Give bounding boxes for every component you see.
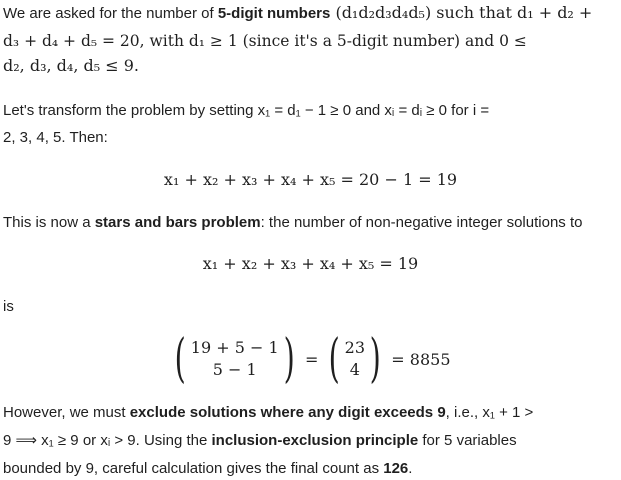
binomial-1	[170, 331, 298, 387]
p1-math: (d₁d₂d₃d₄d₅) such that d₁ + d₂ +	[330, 3, 593, 22]
binomial-2-top: 23	[344, 338, 365, 357]
equation-1: x₁ + x₂ + x₃ + x₄ + x₅ = 20 − 1 = 19	[163, 170, 458, 189]
p2-line1	[3, 101, 489, 121]
binomial-1-bottom: 5 − 1	[212, 360, 257, 379]
p1-line2	[3, 31, 527, 51]
equation-2: x₁ + x₂ + x₃ + x₄ + x₅ = 19	[202, 254, 419, 273]
binomial-2-bottom: 4	[349, 360, 360, 379]
p2-line2-text: 2, 3, 4, 5. Then:	[3, 129, 108, 146]
p4-line2-text: 9 ⟹ x₁ ≥ 9 or xᵢ > 9. Using the	[3, 432, 212, 449]
binomial-result: = 8855	[391, 349, 451, 369]
p4-text: However, we must	[3, 404, 130, 421]
left-paren-icon: (	[175, 329, 187, 389]
p1-line3-text: d₂, d₃, d₄, d₅ ≤ 9.	[3, 56, 139, 75]
p1-line1	[3, 3, 592, 24]
p4-bold-inclusion: inclusion-exclusion principle	[211, 432, 419, 449]
left-paren-icon: (	[328, 329, 341, 389]
p2-line2	[3, 128, 108, 148]
p3-text-c: : the number of non-negative integer solutions to	[260, 214, 583, 231]
p1-line2-text: d₃ + d₄ + d₅ = 20, with d₁ ≥ 1 (since it's a 5-digit number) and 0 ≤	[3, 32, 527, 50]
p1-line3	[3, 56, 139, 76]
p1-text: We are asked for the number of	[3, 5, 218, 22]
p3-bold: stars and bars problem	[94, 214, 261, 231]
p2-line1-text: Let's transform the problem by setting x₁ = d₁ − 1 ≥ 0 and xᵢ = dᵢ ≥ 0 for i =	[3, 102, 490, 119]
p3-line	[3, 213, 582, 233]
right-paren-icon: )	[283, 329, 295, 389]
p4-line2-text-c: for 5 variables	[418, 432, 517, 449]
p1-bold-5digit: 5-digit numbers	[217, 5, 331, 22]
p4-period: .	[408, 460, 413, 477]
is-text: is	[3, 298, 14, 315]
p4-line3-text: bounded by 9, careful calculation gives the final count as	[3, 460, 384, 477]
p4-bold-exclude: exclude solutions where any digit exceeds 9	[129, 404, 446, 421]
binomial-2	[324, 331, 385, 387]
final-count: 126	[383, 460, 409, 477]
right-paren-icon: )	[369, 329, 381, 389]
equals-sign: =	[304, 349, 319, 369]
binomial-equation	[0, 331, 621, 387]
binomial-1-top: 19 + 5 − 1	[190, 338, 279, 357]
p3-text-a: This is now a	[3, 214, 95, 231]
p4-line3	[3, 459, 412, 479]
p4-math: , i.e., x₁ + 1 >	[445, 404, 534, 421]
p4-line2	[3, 431, 517, 451]
p4-line1	[3, 403, 533, 423]
